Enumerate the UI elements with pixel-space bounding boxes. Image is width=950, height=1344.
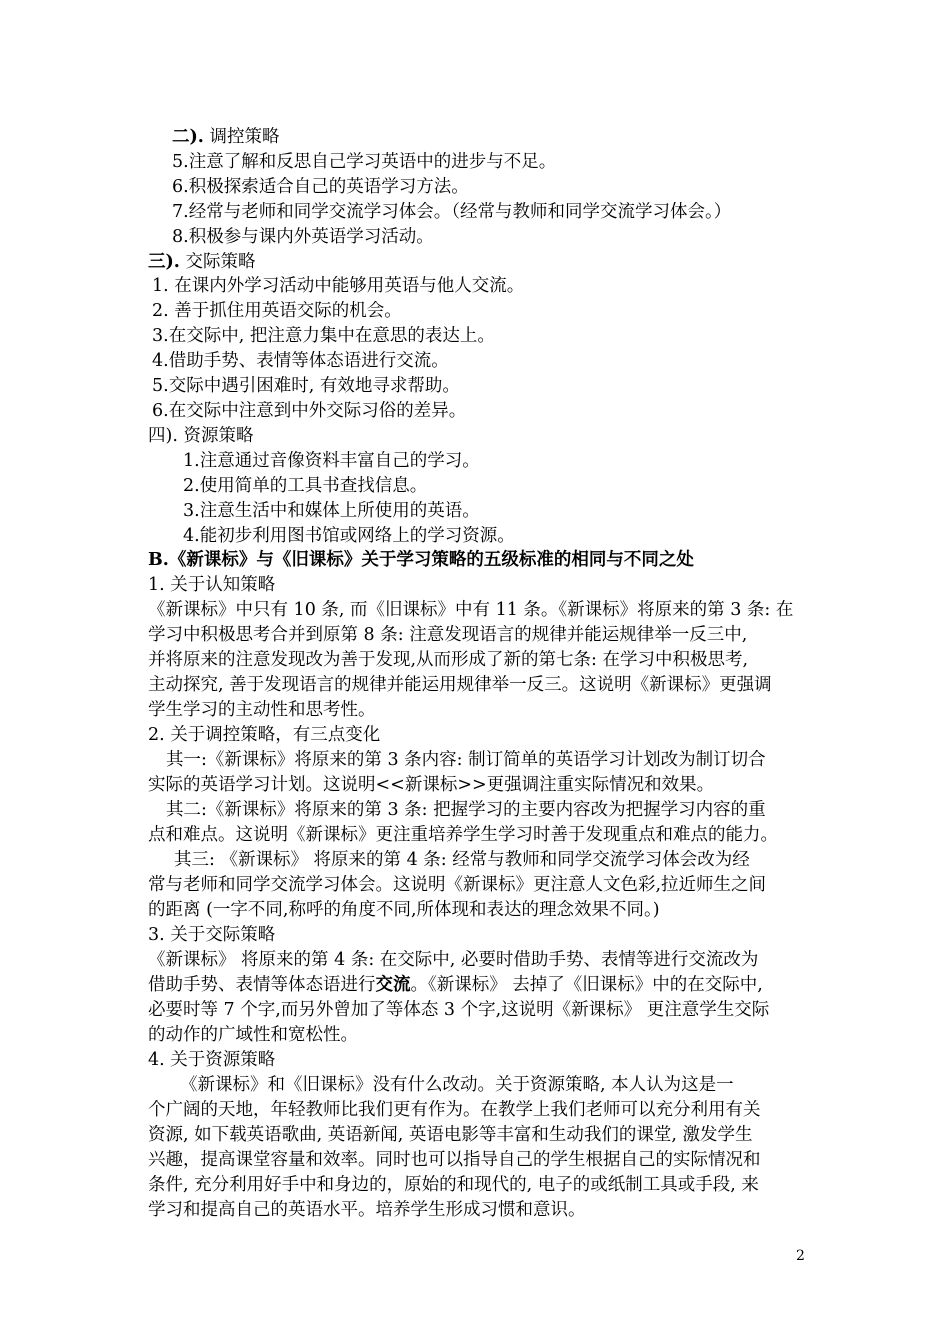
text-line: 的动作的广域性和宽松性。 xyxy=(148,1025,358,1045)
text-line: 1. 在课内外学习活动中能够用英语与他人交流。 xyxy=(152,276,525,296)
text-line: 个广阔的天地，年轻教师比我们更有作为。在教学上我们老师可以充分利用有关 xyxy=(148,1100,761,1120)
text-line: 必要时等 7 个字,而另外曾加了等体态 3 个字,这说明《新课标》 更注意学生交际 xyxy=(148,1000,770,1020)
text-line: 4.能初步利用图书馆或网络上的学习资源。 xyxy=(183,526,515,546)
text-line: 2. 关于调控策略，有三点变化 xyxy=(148,725,381,745)
text-line: 7.经常与老师和同学交流学习体会。（经常与教师和同学交流学习体会。） xyxy=(172,202,732,222)
text-line: 2.使用简单的工具书查找信息。 xyxy=(183,476,428,496)
text-line: 学习和提高自己的英语水平。培养学生形成习惯和意识。 xyxy=(148,1200,586,1220)
text-line: 《新课标》中只有 10 条, 而《旧课标》中有 11 条。《新课标》将原来的第 3 条: 在 xyxy=(148,600,794,620)
text-line: 5.注意了解和反思自己学习英语中的进步与不足。 xyxy=(172,152,557,172)
text-line: 点和难点。这说明《新课标》更注重培养学生学习时善于发现重点和难点的能力。 xyxy=(148,825,778,845)
text-line: 兴趣，提高课堂容量和效率。同时也可以指导自己的学生根据自己的实际情况和 xyxy=(148,1150,761,1170)
text-line: 学生学习的主动性和思考性。 xyxy=(148,700,376,720)
text-line: 资源, 如下载英语歌曲, 英语新闻, 英语电影等丰富和生动我们的课堂, 激发学生 xyxy=(148,1125,753,1145)
text-line: 1.注意通过音像资料丰富自己的学习。 xyxy=(183,451,480,471)
text-line: 二). 调控策略 xyxy=(172,127,280,147)
text-line: 常与老师和同学交流学习体会。这说明《新课标》更注意人文色彩,拉近师生之间 xyxy=(148,875,767,895)
text-line: 其一:《新课标》将原来的第 3 条内容: 制订简单的英语学习计划改为制订切合 xyxy=(166,750,766,770)
text-line: 条件, 充分利用好手中和身边的，原始的和现代的, 电子的或纸制工具或手段, 来 xyxy=(148,1175,759,1195)
text-line: 2. 善于抓住用英语交际的机会。 xyxy=(152,301,402,321)
text-line: 3. 关于交际策略 xyxy=(148,925,276,945)
text-line: 实际的英语学习计划。这说明<<新课标>>更强调注重实际情况和效果。 xyxy=(148,775,715,795)
text-line: 主动探究, 善于发现语言的规律并能运用规律举一反三。这说明《新课标》更强调 xyxy=(148,675,772,695)
text-line: 5.交际中遇引困难时, 有效地寻求帮助。 xyxy=(152,376,460,396)
text-line: 6.在交际中注意到中外交际习俗的差异。 xyxy=(152,401,467,421)
page-number: 2 xyxy=(796,1248,805,1264)
text-line: 8.积极参与课内外英语学习活动。 xyxy=(172,227,434,247)
text-line: 4. 关于资源策略 xyxy=(148,1050,276,1070)
text-line: 其二:《新课标》将原来的第 3 条: 把握学习的主要内容改为把握学习内容的重 xyxy=(166,800,766,820)
text-line: 三). 交际策略 xyxy=(148,252,256,272)
text-line: 《新课标》和《旧课标》没有什么改动。关于资源策略, 本人认为这是一 xyxy=(180,1075,734,1095)
text-line: 1. 关于认知策略 xyxy=(148,575,276,595)
section-heading: B.《新课标》与《旧课标》关于学习策略的五级标准的相同与不同之处 xyxy=(148,550,694,570)
text-line: 3.在交际中, 把注意力集中在意思的表达上。 xyxy=(152,326,495,346)
text-line: 四). 资源策略 xyxy=(148,426,254,446)
text-line: 《新课标》 将原来的第 4 条: 在交际中, 必要时借助手势、表情等进行交流改为 xyxy=(148,950,759,970)
text-line: 6.积极探索适合自己的英语学习方法。 xyxy=(172,177,469,197)
text-line: 4.借助手势、表情等体态语进行交流。 xyxy=(152,351,449,371)
text-line: 其三: 《新课标》 将原来的第 4 条: 经常与教师和同学交流学习体会改为经 xyxy=(174,850,750,870)
text-line: 的距离 (一字不同,称呼的角度不同,所体现和表达的理念效果不同。) xyxy=(148,900,660,920)
text-line: 学习中积极思考合并到原第 8 条: 注意发现语言的规律并能运规律举一反三中, xyxy=(148,625,748,645)
text-line: 3.注意生活中和媒体上所使用的英语。 xyxy=(183,501,480,521)
text-line: 借助手势、表情等体态语进行交流。《新课标》 去掉了《旧课标》中的在交际中, xyxy=(148,975,763,995)
text-line: 并将原来的注意发现改为善于发现,从而形成了新的第七条: 在学习中积极思考, xyxy=(148,650,749,670)
